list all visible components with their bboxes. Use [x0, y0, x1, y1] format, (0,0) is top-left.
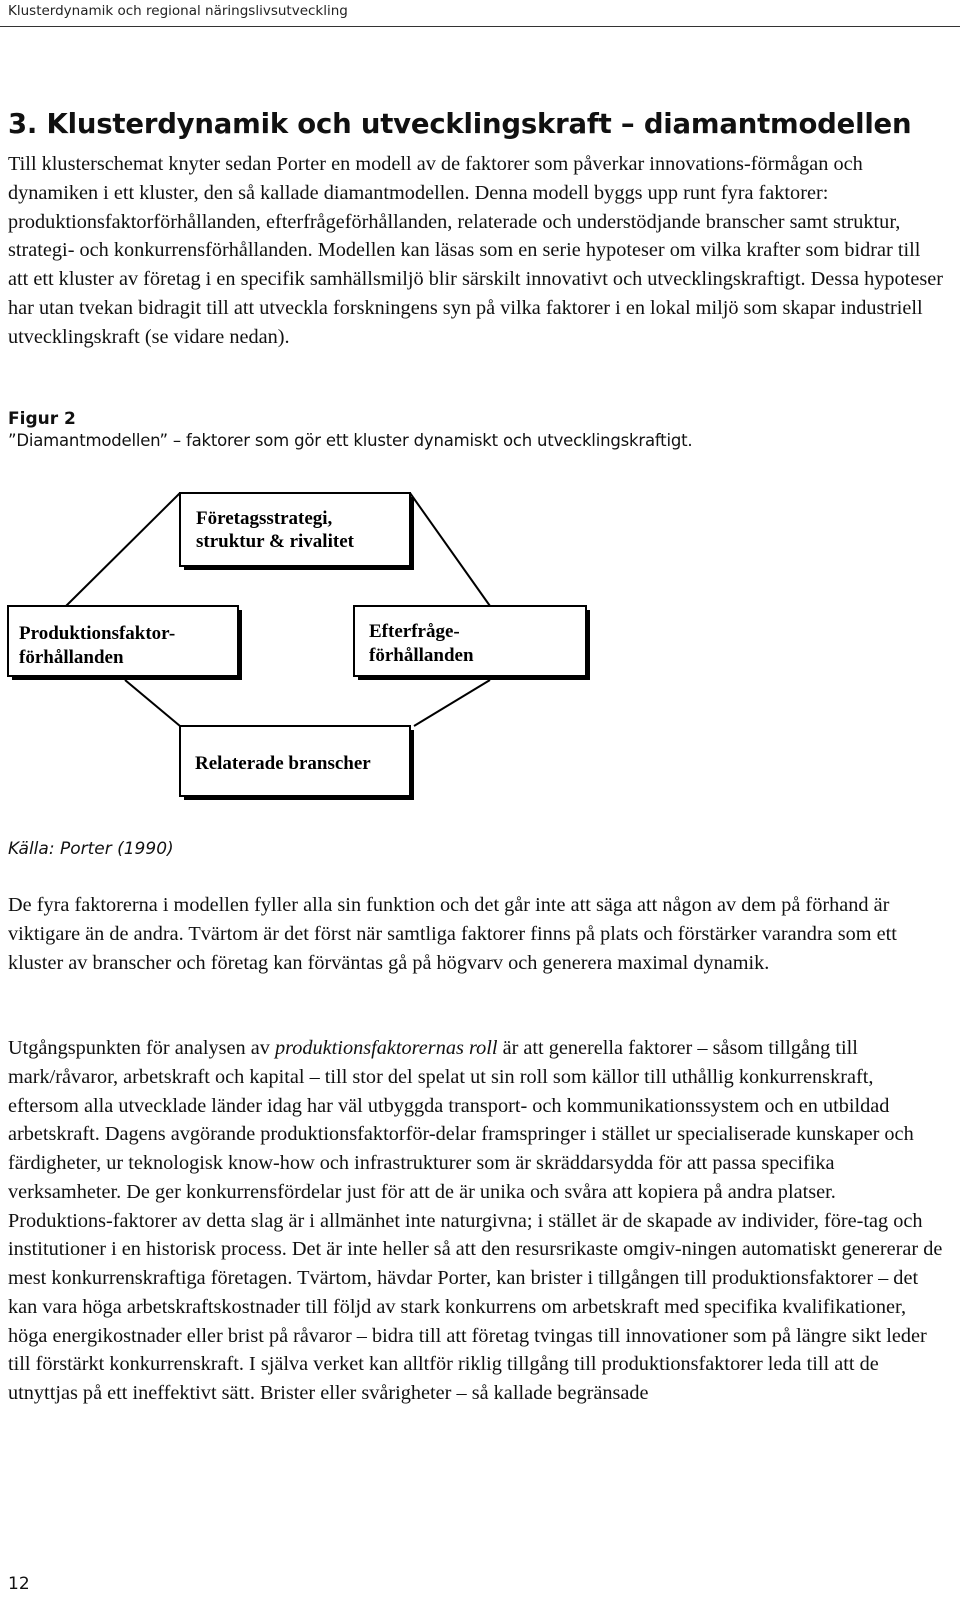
factor-demand-line2: förhållanden: [369, 645, 474, 666]
paragraph-body: är att generella faktorer – såsom tillgång till mark/råvaror, arbetskraft och kapital – till stor del spelat ut sin roll som källor till uthållig konkurrenskraft, eftersom alla utvecklade länder idag har väl utbyggda transport- och kommunikationssystem och en utbildad arbetskraft. Dagens avgörande produktionsfaktorför-delar framspringer i stället ur specialiserade kunskaper och färdigheter, ur teknologisk know-how och infrastrukturer som är skräddarsydda för att passa specifika verksamheter. De ger konkurrensfördelar just för att de är unika och svåra att kopiera på andra platser. Produktions-faktorer av detta slag är i allmänhet inte naturgivna; i stället är de skapade av individer, före-tag och institutioner i en historisk process. Det är inte heller så att den resursrikaste omgiv-ningen automatiskt genererar de mest konkurrenskraftiga företagen. Tvärtom, hävdar Porter, kan brister i tillgången till produktionsfaktorer – det kan vara höga arbetskraftskostnader till följd av stark konkurrens om arbetskraft med specifika kvalifikationer, höga energikostnader eller brist på råvaror – bidra till att företag tvingas till innovationer som på längre sikt leder till förstärkt konkurrenskraft. I själva verket kan alltför riklig tillgång till produktionsfaktorer leda till att de utnyttjas på ett ineffektivt sätt. Brister eller svårigheter – så kallade begränsade: [8, 1037, 943, 1404]
factor-box-related-industries: [180, 726, 414, 800]
section-title: 3. Klusterdynamik och utvecklingskraft – diamantmodellen: [8, 108, 912, 140]
factor-demand-line1: Efterfråge-: [369, 621, 460, 642]
connector-top-left: [66, 493, 180, 606]
paragraph-emphasis: produktionsfaktorernas roll: [274, 1037, 498, 1059]
factor-box-strategy: [180, 493, 414, 570]
paragraph-lead: Utgångspunkten för analysen av: [8, 1037, 275, 1059]
factor-production-line2: förhållanden: [19, 647, 124, 668]
figure-source: Källa: Porter (1990): [8, 839, 174, 859]
running-header: Klusterdynamik och regional näringslivsutveckling: [8, 3, 348, 19]
factor-strategy-line2: struktur & rivalitet: [196, 531, 354, 552]
connector-left-bottom: [125, 680, 180, 726]
page-number: 12: [8, 1574, 30, 1594]
diamond-model-diagram: [0, 488, 600, 808]
factors-paragraph: De fyra faktorerna i modellen fyller alla sin funktion och det går inte att säga att någon av dem på förhand är viktigare än de andra. Tvärtom är det först när samtliga faktorer finns på plats och förstärker varandra som ett kluster av branscher och företag kan förväntas gå på högvarv och generera maximal dynamik.: [8, 894, 897, 974]
factor-related-industries-label: Relaterade branscher: [195, 753, 371, 774]
production-factors-paragraph: [8, 1034, 943, 1408]
factor-box-demand: [354, 606, 590, 680]
figure-caption: ”Diamantmodellen” – faktorer som gör ett kluster dynamiskt och utvecklingskraftigt.: [8, 431, 693, 450]
factor-strategy-line1: Företagsstrategi,: [196, 508, 333, 529]
intro-paragraph: Till klusterschemat knyter sedan Porter en modell av de faktorer som påverkar innovations-förmågan och dynamiken i ett kluster, den så kallade diamantmodellen. Denna modell byggs upp runt fyra faktorer: produktionsfaktorförhållanden, efterfrågeförhållanden, relaterade och understödjande branscher samt struktur, strategi- och konkurrensförhållanden. Modellen kan läsas som en serie hypoteser om vilka krafter som bidrar till att ett kluster av företag i en specifik samhällsmiljö blir särskilt innovativt och utvecklingskraftigt. Dessa hypoteser har utan tvekan bidragit till att utveckla forskningens syn på vilka faktorer i en lokal miljö som skapar industriell utvecklingskraft (se vidare nedan).: [8, 153, 943, 348]
figure-label: Figur 2: [8, 409, 76, 429]
header-divider: [0, 26, 960, 27]
factor-box-production: [8, 606, 242, 680]
connector-top-right: [410, 493, 490, 606]
factor-production-line1: Produktionsfaktor-: [19, 623, 176, 644]
connector-right-bottom: [414, 680, 490, 726]
